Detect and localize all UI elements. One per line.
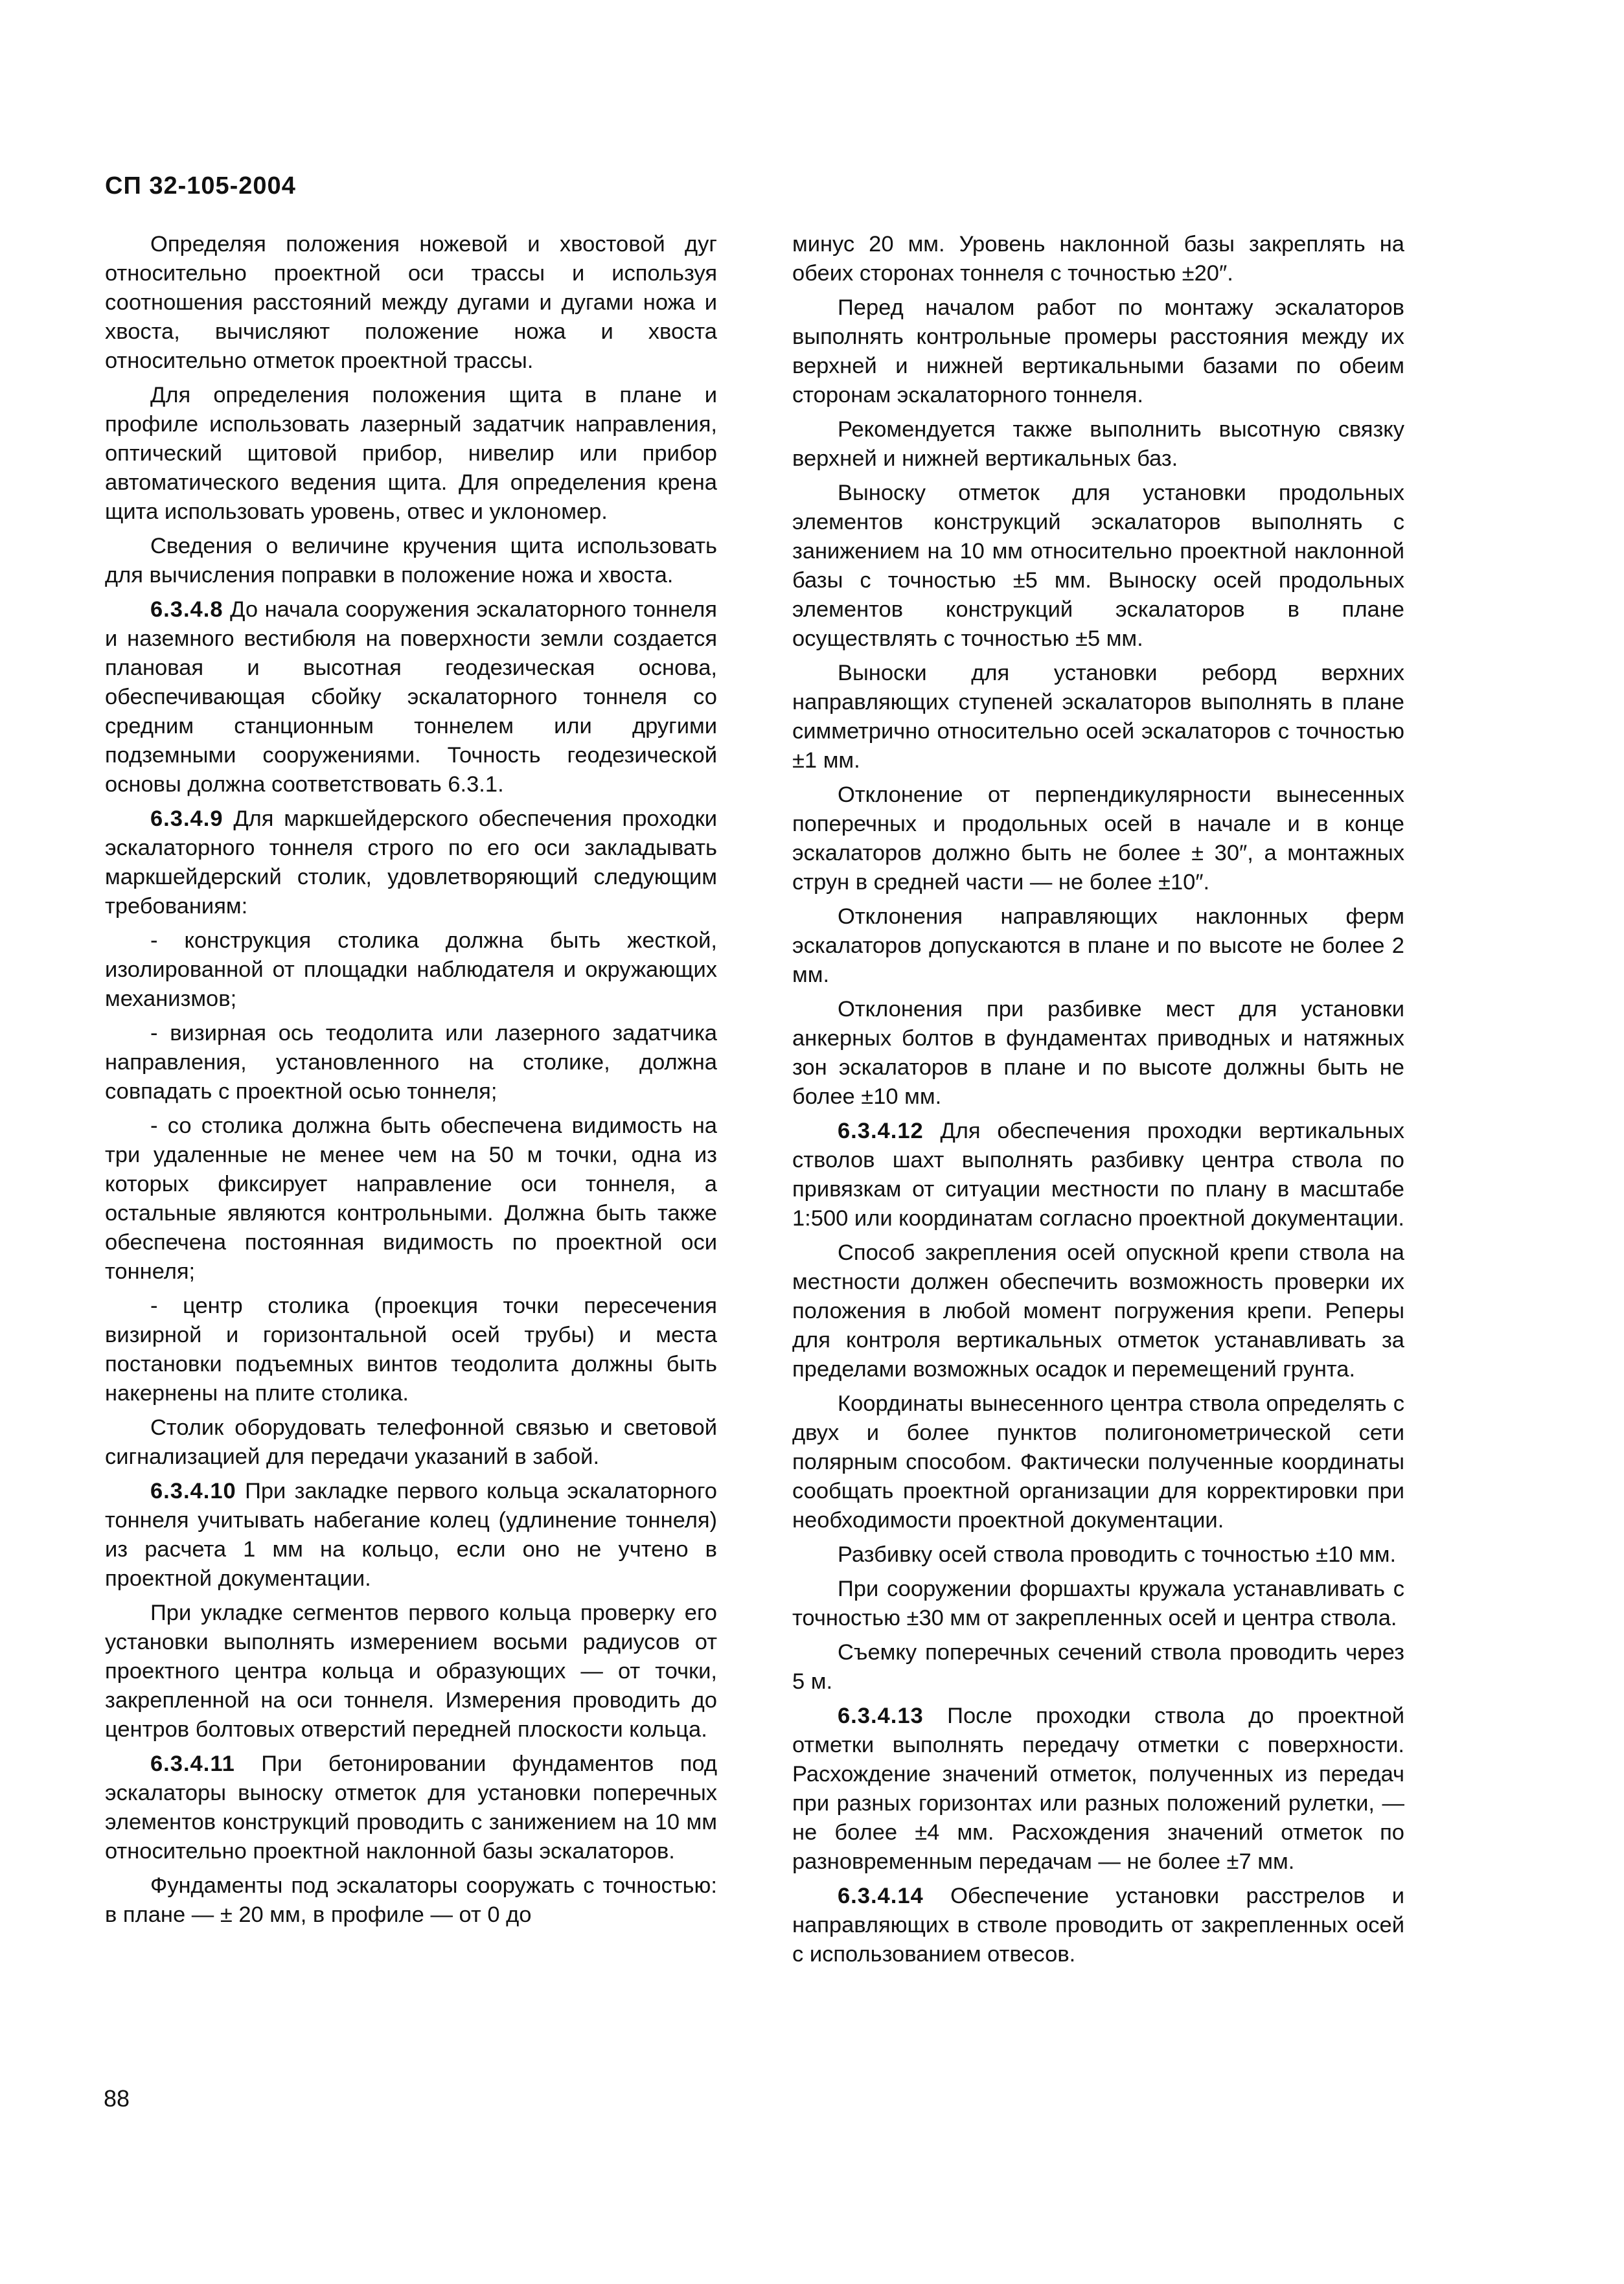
paragraph-text: Столик оборудовать телефонной связью и световой сигнализацией для передачи указаний в забой. [105,1415,717,1469]
clause-number: 6.3.4.10 [150,1479,236,1503]
paragraph [105,381,717,527]
paragraph [792,1638,1404,1696]
paragraph-text: Сведения о величине кручения щита использовать для вычисления поправки в положение ножа и хвоста. [105,534,717,588]
paragraph [792,1882,1404,1969]
clause-number: 6.3.4.9 [150,806,223,831]
clause-number: 6.3.4.12 [838,1119,924,1143]
clause-number: 6.3.4.8 [150,597,223,622]
paragraph [792,479,1404,654]
paragraph-text: При укладке сегментов первого кольца проверку его установки выполнять измерением восьми радиусов от проектного центра кольца и образующих — от точки, закрепленной на оси тоннеля. Измерения проводить до центров болтовых отверстий передней плоскости кольца. [105,1601,717,1742]
paragraph-text: При сооружении форшахты кружала устанавливать с точностью ±30 мм от закрепленных осей и центра ствола. [792,1577,1404,1630]
paragraph-text: Для обеспечения проходки вертикальных стволов шахт выполнять разбивку центра ствола по привязкам от ситуации местности по плану в масштабе 1:500 или координатам согласно проектной документации. [792,1119,1404,1231]
paragraph-text: Для маркшейдерского обеспечения проходки эскалаторного тоннеля строго по его оси закладывать маркшейдерский столик, удовлетворяющий следующим требованиям: [105,806,717,919]
paragraph-text: После проходки ствола до проектной отметки выполнять передачу отметки с поверхности. Расхождение значений отметок, полученных из передач при разных горизонтах или разных положений рулетки, — не более ±4 мм. Расхождения значений отметок по разновременным передачам — не более ±7 мм. [792,1704,1404,1874]
page-number: 88 [104,2085,130,2112]
paragraph-text: - конструкция столика должна быть жесткой, изолированной от площадки наблюдателя и окружающих механизмов; [105,928,717,1011]
paragraph-text: минус 20 мм. Уровень наклонной базы закреплять на обеих сторонах тоннеля с точностью ±20″. [792,232,1404,286]
paragraph-text: - визирная ось теодолита или лазерного задатчика направления, установленного на столике, должна совпадать с проектной осью тоннеля; [105,1021,717,1104]
left-column [105,230,717,1935]
paragraph [792,1239,1404,1384]
paragraph [792,902,1404,990]
paragraph [105,1019,717,1106]
paragraph [105,805,717,921]
paragraph [105,926,717,1014]
paragraph-text: Определяя положения ножевой и хвостовой дуг относительно проектной оси трассы и используя соотношения расстояний между дугами и дугами ножа и хвоста, вычисляют положение ножа и хвоста относительно отметок проектной трассы. [105,232,717,373]
paragraph [105,1413,717,1472]
paragraph [792,995,1404,1112]
paragraph-text: Выноски для установки реборд верхних направляющих ступеней эскалаторов выполнять в плане симметрично относительно осей эскалаторов с точностью ±1 мм. [792,661,1404,773]
paragraph [105,1112,717,1286]
paragraph [105,1292,717,1408]
paragraph [792,293,1404,410]
paragraph [792,1389,1404,1535]
clause-number: 6.3.4.13 [838,1704,924,1728]
clause-number: 6.3.4.14 [838,1884,924,1908]
paragraph [792,1540,1404,1570]
paragraph-text: Координаты вынесенного центра ствола определять с двух и более пунктов полигонометрической сети полярным способом. Фактически полученные координаты сообщать проектной организации для корректировки при необходимости проектной документации. [792,1391,1404,1533]
paragraph [105,1599,717,1744]
paragraph-text: Рекомендуется также выполнить высотную связку верхней и нижней вертикальных баз. [792,417,1404,471]
clause-number: 6.3.4.11 [150,1752,235,1776]
paragraph-text: Способ закрепления осей опускной крепи ствола на местности должен обеспечить возможность проверки их положения в любой момент погружения крепи. Реперы для контроля вертикальных отметок устанавливать за пределами возможных осадок и перемещений грунта. [792,1240,1404,1382]
paragraph-text: Отклонение от перпендикулярности вынесенных поперечных и продольных осей в начале и в конце эскалаторов должно быть не более ± 30″, а монтажных струн в средней части — не более ±10″. [792,782,1404,895]
right-column [792,230,1404,1974]
paragraph [105,1750,717,1866]
paragraph-text: При бетонировании фундаментов под эскалаторы выноску отметок для установки поперечных элементов конструкций проводить с занижением на 10 мм относительно проектной наклонной базы эскалаторов. [105,1752,717,1864]
paragraph [792,1702,1404,1877]
paragraph-text: Для определения положения щита в плане и профиле использовать лазерный задатчик направления, оптический щитовой прибор, нивелир или прибор автоматического ведения щита. Для определения крена щита использовать уровень, отвес и уклономер. [105,383,717,524]
paragraph-text: При закладке первого кольца эскалаторного тоннеля учитывать набегание колец (удлинение тоннеля) из расчета 1 мм на кольцо, если оно не учтено в проектной документации. [105,1479,717,1591]
paragraph-text: - со столика должна быть обеспечена видимость на три удаленные не менее чем на 50 м точки, одна из которых фиксирует направление оси тоннеля, а остальные являются контрольными. Должна быть также обеспечена постоянная видимость по проектной оси тоннеля; [105,1113,717,1284]
paragraph-text: Выноску отметок для установки продольных элементов конструкций эскалаторов выполнять с занижением на 10 мм относительно проектной наклонной базы с точностью ±5 мм. Выноску осей продольных элементов конструкций эскалаторов в плане осуществлять с точностью ±5 мм. [792,481,1404,651]
paragraph-text: Обеспечение установки расстрелов и направляющих в стволе проводить от закрепленных осей с использованием отвесов. [792,1884,1405,1967]
paragraph [792,415,1404,474]
paragraph-text: До начала сооружения эскалаторного тоннеля и наземного вестибюля на поверхности земли создается плановая и высотная геодезическая основа, обеспечивающая сбойку эскалаторного тоннеля со средним станционным тоннелем или другими подземными сооружениями. Точность геодезической основы должна соответствовать 6.3.1. [105,597,717,797]
paragraph [105,1477,717,1593]
paragraph [792,659,1404,775]
paragraph-text: Съемку поперечных сечений ствола проводить через 5 м. [792,1640,1404,1694]
paragraph [792,781,1404,897]
paragraph [792,1575,1404,1633]
paragraph-text: Фундаменты под эскалаторы сооружать с точностью: в плане — ± 20 мм, в профиле — от 0 до [105,1873,717,1927]
paragraph-text: Разбивку осей ствола проводить с точностью ±10 мм. [838,1542,1397,1567]
paragraph-text: Перед началом работ по монтажу эскалаторов выполнять контрольные промеры расстояния между их верхней и нижней вертикальными базами по обеим сторонам эскалаторного тоннеля. [792,295,1404,407]
paragraph [105,532,717,590]
paragraph [105,230,717,376]
paragraph-text: - центр столика (проекция точки пересечения визирной и горизонтальной осей трубы) и места постановки подъемных винтов теодолита должны быть накернены на плите столика. [105,1294,717,1406]
paragraph [105,1871,717,1930]
document-code: СП 32-105-2004 [105,172,296,200]
paragraph [792,1117,1404,1233]
paragraph-text: Отклонения направляющих наклонных ферм эскалаторов допускаются в плане и по высоте не более 2 мм. [792,904,1404,987]
paragraph [105,595,717,799]
paragraph-text: Отклонения при разбивке мест для установки анкерных болтов в фундаментах приводных и натяжных зон эскалаторов в плане и по высоте должны быть не более ±10 мм. [792,997,1404,1109]
paragraph [792,230,1404,288]
